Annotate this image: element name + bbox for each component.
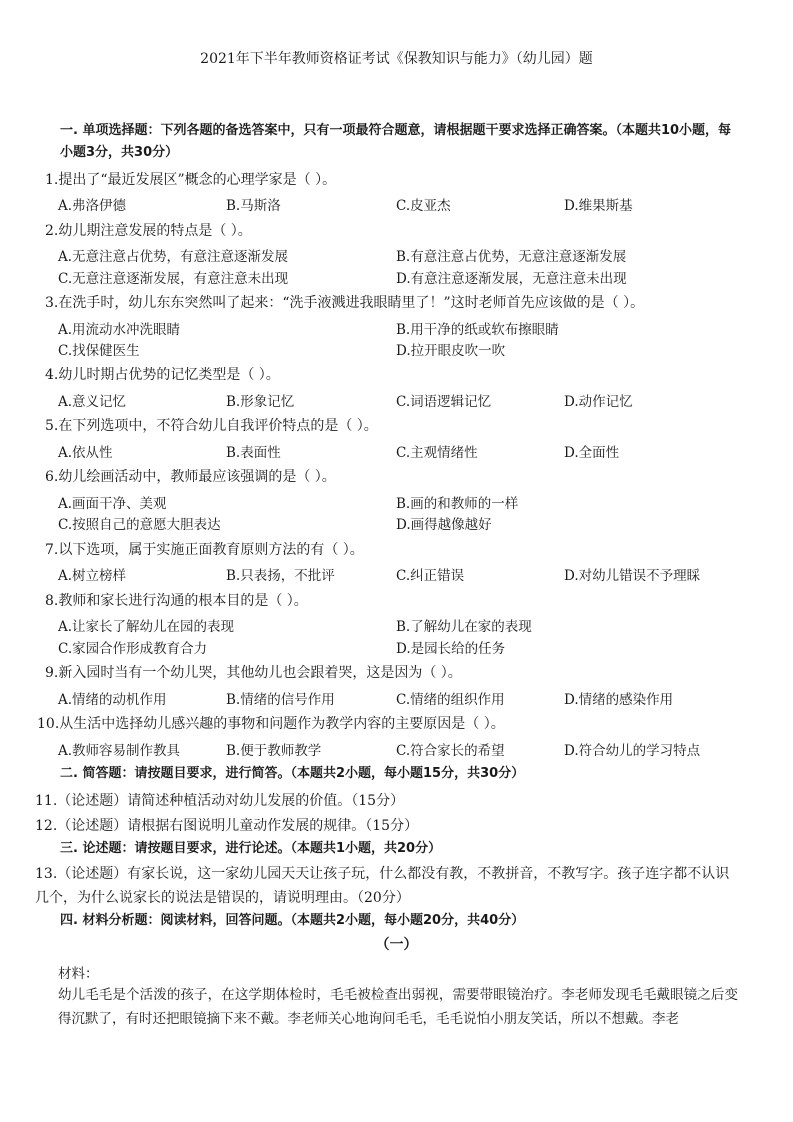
option-1d: D.维果斯基 — [564, 198, 633, 214]
question-5: 5.在下列选项中，不符合幼儿自我评价特点的是（ ）。 — [45, 418, 378, 434]
option-6d: D.画得越像越好 — [396, 517, 492, 533]
option-8c: C.家园合作形成教育合力 — [58, 641, 208, 657]
material-text: 幼儿毛毛是个活泼的孩子，在这学期体检时，毛毛被检查出弱视，需要带眼镜治疗。李老师发现毛毛戴眼镜之后变得沉默了，有时还把眼镜摘下来不戴。李老师关心地询问毛毛，毛毛说怕小朋友笑话，所以不想戴。李老 — [58, 987, 738, 1027]
question-10: 10.从生活中选择幼儿感兴趣的事物和问题作为教学内容的主要原因是（ ）。 — [37, 716, 505, 732]
option-7a: A.树立榜样 — [58, 568, 127, 584]
option-2d: D.有意注意逐渐发展，无意注意未出现 — [396, 271, 627, 287]
option-7c: C.纠正错误 — [396, 568, 465, 584]
question-1: 1.提出了“最近发展区”概念的心理学家是（ ）。 — [45, 172, 337, 188]
option-5d: D.全面性 — [564, 445, 620, 461]
option-6b: B.画的和教师的一样 — [396, 496, 519, 512]
section-2-heading: 二. 简答题：请按题目要求，进行简答。（本题共2小题，每小题15分，共30分） — [60, 766, 525, 781]
option-7d: D.对幼儿错误不予理睬 — [564, 568, 701, 584]
option-3a: A.用流动水冲洗眼睛 — [58, 322, 181, 338]
option-1c: C.皮亚杰 — [396, 198, 451, 214]
option-4c: C.词语逻辑记忆 — [396, 394, 492, 410]
option-5b: B.表面性 — [226, 445, 281, 461]
option-1a: A.弗洛伊德 — [58, 198, 127, 214]
part-label: （一） — [375, 937, 418, 953]
option-2c: C.无意注意逐渐发展，有意注意未出现 — [58, 271, 289, 287]
option-5c: C.主观情绪性 — [396, 445, 478, 461]
option-8b: B.了解幼儿在家的表现 — [396, 619, 532, 635]
option-9b: B.情绪的信号作用 — [226, 692, 335, 708]
option-3c: C.找保健医生 — [58, 343, 140, 359]
page-title: 2021年下半年教师资格证考试《保教知识与能力》（幼儿园）题 — [200, 51, 593, 67]
option-2a: A.无意注意占优势，有意注意逐渐发展 — [58, 249, 289, 265]
option-4d: D.动作记忆 — [564, 394, 633, 410]
option-7b: B.只表扬，不批评 — [226, 568, 335, 584]
question-13: 13.（论述题）有家长说，这一家幼儿园天天让孩子玩，什么都没有教，不教拼音，不教写字。孩子连字都不认识几个，为什么说家长的说法是错误的，请说明理由。（20分） — [35, 866, 730, 906]
option-10b: B.便于教师教学 — [226, 743, 322, 759]
option-5a: A.依从性 — [58, 445, 113, 461]
option-4a: A.意义记忆 — [58, 394, 127, 410]
option-10c: C.符合家长的希望 — [396, 743, 505, 759]
section-3-heading: 三. 论述题：请按题目要求，进行论述。（本题共1小题，共20分） — [60, 841, 442, 856]
section-4-heading: 四. 材料分析题：阅读材料，回答问题。（本题共2小题，每小题20分，共40分） — [60, 913, 525, 928]
option-3b: B.用干净的纸或软布擦眼睛 — [396, 322, 559, 338]
material-label: 材料： — [58, 966, 99, 982]
option-1b: B.马斯洛 — [226, 198, 281, 214]
option-8d: D.是园长给的任务 — [396, 641, 506, 657]
question-6: 6.幼儿绘画活动中，教师最应该强调的是（ ）。 — [45, 469, 336, 485]
option-9c: C.情绪的组织作用 — [396, 692, 505, 708]
question-7: 7.以下选项，属于实施正面教育原则方法的有（ ）。 — [45, 542, 364, 558]
question-3: 3.在洗手时，幼儿东东突然叫了起来：“洗手液溅进我眼睛里了！”这时老师首先应该做的是（ ）。 — [45, 295, 645, 311]
option-4b: B.形象记忆 — [226, 394, 295, 410]
question-9: 9.新入园时当有一个幼儿哭，其他幼儿也会跟着哭，这是因为（ ）。 — [45, 665, 462, 681]
option-3d: D.拉开眼皮吹一吹 — [396, 343, 506, 359]
question-11: 11.（论述题）请简述种植活动对幼儿发展的价值。（15分） — [35, 793, 405, 809]
question-2: 2.幼儿期注意发展的特点是（ ）。 — [45, 223, 252, 239]
option-9a: A.情绪的动机作用 — [58, 692, 167, 708]
question-4: 4.幼儿时期占优势的记忆类型是（ ）。 — [45, 367, 280, 383]
section-1-heading: 一. 单项选择题：下列各题的备选答案中，只有一项最符合题意，请根据题干要求选择正确答案。（本题共10小题，每小题3分，共30分） — [60, 123, 732, 160]
option-9d: D.情绪的感染作用 — [564, 692, 674, 708]
option-6a: A.画面干净、美观 — [58, 496, 167, 512]
option-10d: D.符合幼儿的学习特点 — [564, 743, 701, 759]
option-10a: A.教师容易制作教具 — [58, 743, 181, 759]
option-6c: C.按照自己的意愿大胆表达 — [58, 517, 221, 533]
question-12: 12.（论述题）请根据右图说明儿童动作发展的规律。（15分） — [35, 818, 419, 834]
option-2b: B.有意注意占优势，无意注意逐渐发展 — [396, 249, 627, 265]
option-8a: A.让家长了解幼儿在园的表现 — [58, 619, 235, 635]
question-8: 8.教师和家长进行沟通的根本目的是（ ）。 — [45, 593, 308, 609]
